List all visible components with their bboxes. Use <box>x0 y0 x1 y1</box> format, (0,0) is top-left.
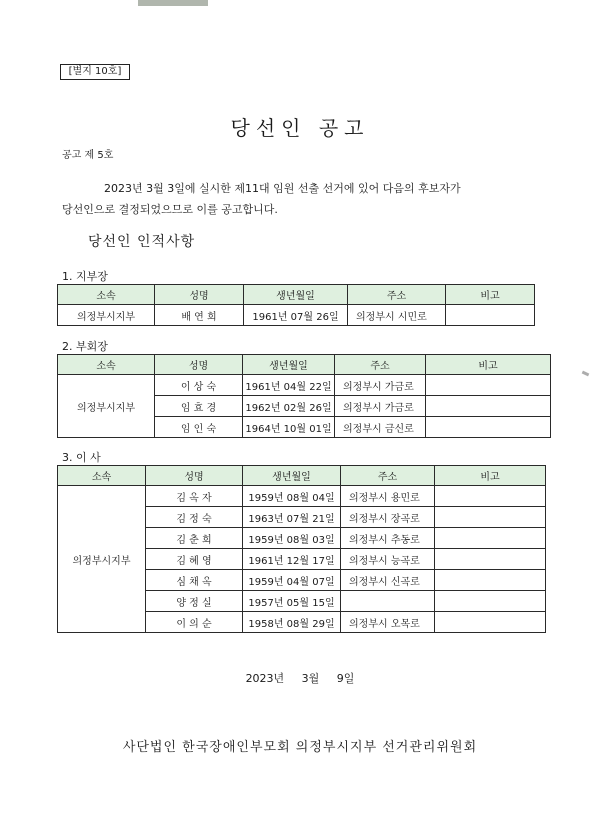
address-cell: 의정부시 가금로 <box>335 396 426 417</box>
table-header-row <box>58 285 535 305</box>
name-cell: 심 채 옥 <box>146 570 243 591</box>
name-cell: 김 혜 영 <box>146 549 243 570</box>
table-directors <box>57 465 546 633</box>
notice-body <box>62 178 542 220</box>
birth-cell: 1957년 05월 15일 <box>243 591 341 612</box>
issuer-name: 사단법인 한국장애인부모회 의정부시지부 선거관리위원회 <box>122 740 478 755</box>
address-cell: 의정부시 능곡로 <box>341 549 435 570</box>
scan-speck <box>582 371 590 377</box>
name-cell: 김 정 숙 <box>146 507 243 528</box>
affiliation-cell: 의정부시지부 <box>58 486 146 633</box>
table-row <box>58 375 551 396</box>
section-label-directors: 3. 이 사 <box>62 451 101 464</box>
birth-cell: 1959년 08월 03일 <box>243 528 341 549</box>
notice-date: 2023년 3월 9일 <box>245 672 355 685</box>
remarks-cell <box>435 570 546 591</box>
header-birth: 생년월일 <box>243 466 341 486</box>
header-name: 성명 <box>155 355 243 375</box>
header-address: 주소 <box>335 355 426 375</box>
name-cell: 이 의 순 <box>146 612 243 633</box>
affiliation-cell: 의정부시지부 <box>58 375 155 438</box>
page-title: 당선인 공고 <box>230 116 370 140</box>
remarks-cell <box>435 591 546 612</box>
section-label-vice-president: 2. 부회장 <box>62 340 108 353</box>
table-president <box>57 284 535 326</box>
notice-body-line2: 당선인으로 결정되었으므로 이를 공고합니다. <box>62 203 278 216</box>
birth-cell: 1961년 07월 26일 <box>244 305 348 326</box>
address-cell: 의정부시 추동로 <box>341 528 435 549</box>
address-cell: 의정부시 신곡로 <box>341 570 435 591</box>
name-cell: 김 옥 자 <box>146 486 243 507</box>
table-row <box>58 486 546 507</box>
remarks-cell <box>435 528 546 549</box>
birth-cell: 1959년 04월 07일 <box>243 570 341 591</box>
birth-cell: 1961년 12월 17일 <box>243 549 341 570</box>
address-cell: 의정부시 장곡로 <box>341 507 435 528</box>
address-cell <box>341 591 435 612</box>
birth-cell: 1958년 08월 29일 <box>243 612 341 633</box>
table-vice-president <box>57 354 551 438</box>
address-cell: 의정부시 오목로 <box>341 612 435 633</box>
remarks-cell <box>435 507 546 528</box>
header-birth: 생년월일 <box>244 285 348 305</box>
birth-cell: 1959년 08월 04일 <box>243 486 341 507</box>
birth-cell: 1963년 07월 21일 <box>243 507 341 528</box>
name-cell: 임 인 숙 <box>155 417 243 438</box>
affiliation-cell: 의정부시지부 <box>58 305 155 326</box>
header-address: 주소 <box>348 285 446 305</box>
header-name: 성명 <box>155 285 244 305</box>
header-name: 성명 <box>146 466 243 486</box>
table-header-row <box>58 466 546 486</box>
table-header-row <box>58 355 551 375</box>
name-cell: 임 효 경 <box>155 396 243 417</box>
header-affiliation: 소속 <box>58 466 146 486</box>
table-row <box>58 305 535 326</box>
section-label-president: 1. 지부장 <box>62 270 108 283</box>
remarks-cell <box>426 417 551 438</box>
scan-artifact <box>138 0 208 6</box>
remarks-cell <box>426 375 551 396</box>
remarks-cell <box>435 549 546 570</box>
notice-number: 공고 제 5호 <box>62 150 114 161</box>
name-cell: 이 상 숙 <box>155 375 243 396</box>
address-cell: 의정부시 가금로 <box>335 375 426 396</box>
remarks-cell <box>435 612 546 633</box>
birth-cell: 1964년 10월 01일 <box>243 417 335 438</box>
section-subtitle: 당선인 인적사항 <box>88 234 196 250</box>
remarks-cell <box>435 486 546 507</box>
header-address: 주소 <box>341 466 435 486</box>
birth-cell: 1961년 04월 22일 <box>243 375 335 396</box>
header-remarks: 비고 <box>435 466 546 486</box>
header-affiliation: 소속 <box>58 285 155 305</box>
birth-cell: 1962년 02월 26일 <box>243 396 335 417</box>
address-cell: 의정부시 용민로 <box>341 486 435 507</box>
name-cell: 양 정 실 <box>146 591 243 612</box>
header-remarks: 비고 <box>426 355 551 375</box>
address-cell: 의정부시 시민로 <box>348 305 446 326</box>
name-cell: 배 연 희 <box>155 305 244 326</box>
header-birth: 생년월일 <box>243 355 335 375</box>
notice-body-line1: 2023년 3월 3일에 실시한 제11대 임원 선출 선거에 있어 다음의 후보자가 <box>104 182 461 195</box>
form-number: [별지 10호] <box>60 64 130 80</box>
header-remarks: 비고 <box>446 285 535 305</box>
address-cell: 의정부시 금신로 <box>335 417 426 438</box>
name-cell: 김 춘 희 <box>146 528 243 549</box>
remarks-cell <box>426 396 551 417</box>
header-affiliation: 소속 <box>58 355 155 375</box>
remarks-cell <box>446 305 535 326</box>
